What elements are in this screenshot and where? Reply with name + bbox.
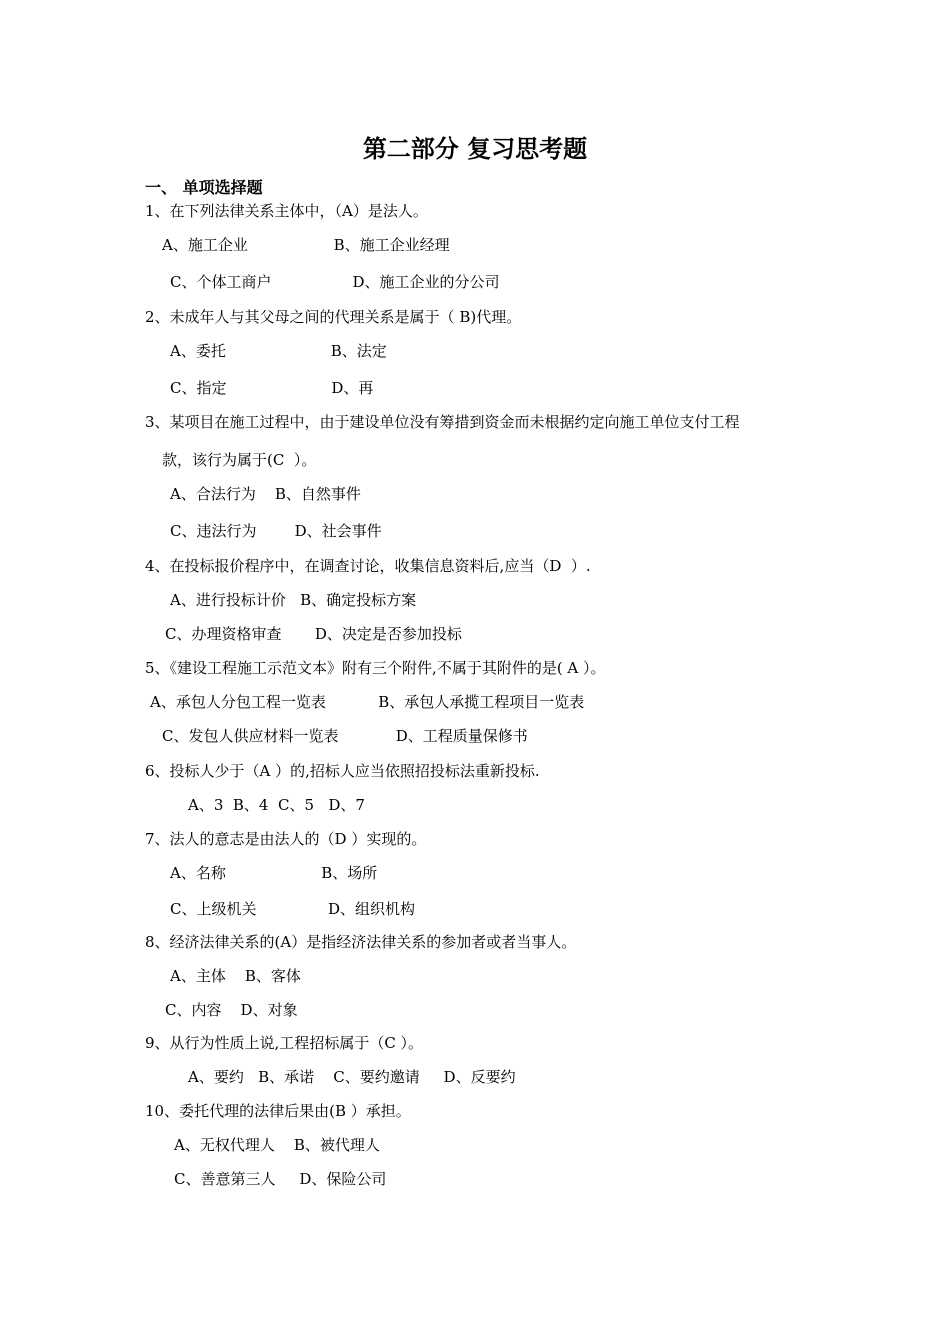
question-2-options-cd: C、指定 D、再 (170, 379, 374, 397)
question-3-options-cd: C、违法行为 D、社会事件 (170, 522, 382, 540)
question-1-options-cd: C、个体工商户 D、施工企业的分公司 (170, 273, 500, 291)
question-9-options: A、要约 B、承诺 C、要约邀请 D、反要约 (188, 1068, 516, 1086)
question-7-options-ab: A、名称 B、场所 (170, 864, 378, 882)
question-8-options-cd: C、内容 D、对象 (165, 1001, 298, 1019)
section-heading: 一、 单项选择题 (145, 178, 263, 197)
question-8: 8、经济法律关系的(A）是指经济法律关系的参加者或者当事人。 (145, 933, 577, 951)
question-1: 1、在下列法律关系主体中，（A）是法人。 (145, 202, 428, 220)
question-6-options: A、3 B、4 C、5 D、7 (188, 796, 365, 814)
question-8-options-ab: A、主体 B、客体 (170, 967, 301, 985)
question-10: 10、委托代理的法律后果由(B ）承担。 (145, 1102, 411, 1120)
question-10-options-ab: A、无权代理人 B、被代理人 (174, 1136, 380, 1154)
question-6: 6、投标人少于（A ）的,招标人应当依照招投标法重新投标. (145, 762, 540, 780)
question-7-options-cd: C、上级机关 D、组织机构 (170, 900, 416, 918)
question-9: 9、从行为性质上说,工程招标属于（C ）。 (145, 1034, 424, 1052)
question-3-options-ab: A、合法行为 B、自然事件 (170, 485, 361, 503)
question-4-options-ab: A、进行投标计价 B、确定投标方案 (170, 591, 417, 609)
question-7: 7、法人的意志是由法人的（D ）实现的。 (145, 830, 427, 848)
question-1-options-ab: A、施工企业 B、施工企业经理 (162, 236, 450, 254)
question-4: 4、在投标报价程序中，在调查讨论，收集信息资料后,应当（D ）. (145, 557, 591, 575)
question-5-options-ab: A、承包人分包工程一览表 B、承包人承揽工程项目一览表 (150, 693, 585, 711)
question-3: 3、某项目在施工过程中，由于建设单位没有筹措到资金而未根据约定向施工单位支付工程 (145, 413, 740, 431)
question-5: 5、《建设工程施工示范文本》附有三个附件,不属于其附件的是( A ）。 (145, 659, 606, 677)
question-3-continued: 款，该行为属于(C ）。 (162, 451, 317, 469)
question-5-options-cd: C、发包人供应材料一览表 D、工程质量保修书 (162, 727, 528, 745)
question-4-options-cd: C、办理资格审查 D、决定是否参加投标 (165, 625, 462, 643)
question-2-options-ab: A、委托 B、法定 (170, 342, 387, 360)
question-2: 2、未成年人与其父母之间的代理关系是属于（ B)代理。 (145, 308, 522, 326)
question-10-options-cd: C、善意第三人 D、保险公司 (174, 1170, 387, 1188)
page-title: 第二部分 复习思考题 (362, 135, 588, 163)
